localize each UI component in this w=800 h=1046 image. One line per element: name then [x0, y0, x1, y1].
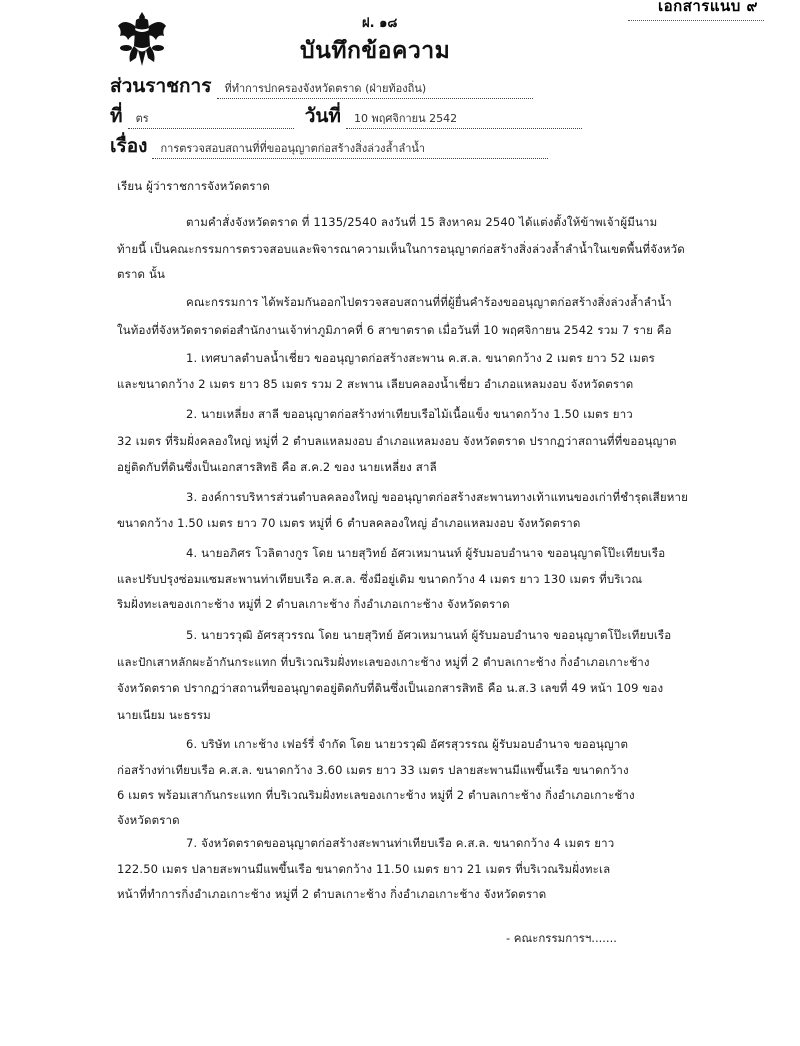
document-title: บันทึกข้อความ	[300, 38, 451, 64]
date-value: 10 พฤศจิกายน 2542	[346, 109, 582, 129]
form-number: ฝ. ๑๘	[362, 16, 398, 31]
agency-value: ที่ทำการปกครองจังหวัดตราด (ฝ่ายท้องถิ่น)	[217, 79, 533, 99]
item-6-line: 6. บริษัท เกาะช้าง เฟอร์รี่ จำกัด โดย นายวรวุฒิ อัศรสุวรรณ ผู้รับมอบอำนาจ ขออนุญาต	[186, 737, 629, 751]
item-7-line: 7. จังหวัดตราดขออนุญาตก่อสร้างสะพานท่าเทียบเรือ ค.ส.ล. ขนาดกว้าง 4 เมตร ยาว	[186, 836, 615, 850]
item-6-line: ก่อสร้างท่าเทียบเรือ ค.ส.ล. ขนาดกว้าง 3.60 เมตร ยาว 33 เมตร ปลายสะพานมีแพขึ้นเรือ ขนาดกว้าง	[117, 763, 629, 777]
salutation: เรียน ผู้ว่าราชการจังหวัดตราด	[117, 179, 270, 193]
date-label: วันที่	[304, 105, 341, 127]
item-5-line: และปักเสาหลักผะอ้ากันกระแทก ที่บริเวณริมฝั่งทะเลของเกาะช้าง หมู่ที่ 2 ตำบลเกาะช้าง กิ่งอำเภอเกาะช้าง	[117, 655, 650, 669]
item-4-line: ริมฝั่งทะเลของเกาะช้าง หมู่ที่ 2 ตำบลเกาะช้าง กิ่งอำเภอเกาะช้าง จังหวัดตราด	[117, 597, 510, 611]
item-2-line: 2. นายเหลี่ยง สาลี ขออนุญาตก่อสร้างท่าเทียบเรือไม้เนื้อแข็ง ขนาดกว้าง 1.50 เมตร ยาว	[186, 407, 633, 421]
subject-row	[110, 131, 548, 161]
agency-row	[110, 71, 533, 101]
item-7-line: หน้าที่ทำการกิ่งอำเภอเกาะช้าง หมู่ที่ 2 ตำบลเกาะช้าง กิ่งอำเภอเกาะช้าง จังหวัดตราด	[117, 887, 547, 901]
item-2-line: 32 เมตร ที่ริมฝั่งคลองใหญ่ หมู่ที่ 2 ตำบลแหลมงอบ อำเภอแหลมงอบ จังหวัดตราด ปรากฏว่าสถานที่ที่ขออนุญาต	[117, 434, 677, 448]
body-line: ตราด นั้น	[117, 267, 165, 281]
ref-label: ที่	[110, 105, 123, 127]
item-6-line: จังหวัดตราด	[117, 813, 180, 827]
item-1-line: และขนาดกว้าง 2 เมตร ยาว 85 เมตร รวม 2 สะพาน เลียบคลองน้ำเชี่ยว อำเภอแหลมงอบ จังหวัดตราด	[117, 377, 634, 391]
body-line: ตามคำสั่งจังหวัดตราด ที่ 1135/2540 ลงวันที่ 15 สิงหาคม 2540 ได้แต่งตั้งให้ข้าพเจ้าผู้มีนาม	[186, 215, 658, 229]
item-3-line: 3. องค์การบริหารส่วนตำบลคลองใหญ่ ขออนุญาตก่อสร้างสะพานทางเท้าแทนของเก่าที่ชำรุดเสียหาย	[186, 490, 688, 504]
item-5-line: นายเนียม นะธรรม	[117, 708, 211, 722]
item-6-line: 6 เมตร พร้อมเสากันกระแทก ที่บริเวณริมฝั่งทะเลของเกาะช้าง หมู่ที่ 2 ตำบลเกาะช้าง กิ่งอำเภอเกาะช้าง	[117, 788, 635, 802]
body-line: ท้ายนี้ เป็นคณะกรรมการตรวจสอบและพิจารณาความเห็นในการอนุญาตก่อสร้างสิ่งล่วงล้ำลำน้ำในเขตพื้นที่จังหวัด	[117, 242, 685, 256]
item-7-line: 122.50 เมตร ปลายสะพานมีแพขึ้นเรือ ขนาดกว้าง 11.50 เมตร ยาว 21 เมตร ที่บริเวณริมฝั่งทะเล	[117, 862, 611, 876]
continuation-note: - คณะกรรมการฯ.......	[506, 931, 617, 945]
body-line: คณะกรรมการ ได้พร้อมกันออกไปตรวจสอบสถานที่ที่ผู้ยื่นคำร้องขออนุญาตก่อสร้างสิ่งล่วงล้ำลำน้ำ	[186, 295, 672, 309]
body-line: ในท้องที่จังหวัดตราดต่อสำนักงานเจ้าท่าภูมิภาคที่ 6 สาขาตราด เมื่อวันที่ 10 พฤศจิกายน 2542 รวม 7 ราย คือ	[117, 323, 672, 337]
item-3-line: ขนาดกว้าง 1.50 เมตร ยาว 70 เมตร หมู่ที่ 6 ตำบลคลองใหญ่ อำเภอแหลมงอบ จังหวัดตราด	[117, 516, 581, 530]
garuda-emblem-icon	[114, 8, 170, 68]
item-1-line: 1. เทศบาลตำบลน้ำเชี่ยว ขออนุญาตก่อสร้างสะพาน ค.ส.ล. ขนาดกว้าง 2 เมตร ยาว 52 เมตร	[186, 351, 655, 365]
item-2-line: อยู่ติดกับที่ดินซึ่งเป็นเอกสารสิทธิ คือ ส.ค.2 ของ นายเหลี่ยง สาลี	[117, 460, 437, 474]
item-5-line: จังหวัดตราด ปรากฏว่าสถานที่ขออนุญาตอยู่ติดกับที่ดินซึ่งเป็นเอกสารสิทธิ คือ น.ส.3 เลขที่ 49 หน้า 109 ของ	[117, 681, 664, 695]
ref-date-row	[110, 101, 582, 131]
subject-value: การตรวจสอบสถานที่ที่ขออนุญาตก่อสร้างสิ่งล่วงล้ำลำน้ำ	[152, 139, 548, 159]
ref-value: ตร	[128, 109, 294, 129]
item-4-line: 4. นายอภิศร โวลิตางกูร โดย นายสุวิทย์ อัศวเหมานนท์ ผู้รับมอบอำนาจ ขออนุญาตโป๊ะเทียบเรือ	[186, 546, 666, 560]
item-4-line: และปรับปรุงซ่อมแซมสะพานท่าเทียบเรือ ค.ส.ล. ซึ่งมีอยู่เดิม ขนาดกว้าง 4 เมตร ยาว 130 เมตร ที่บริเวณ	[117, 572, 643, 586]
subject-label: เรื่อง	[110, 135, 148, 157]
annex-label: เอกสารแนบ ๙	[628, 0, 764, 21]
agency-label: ส่วนราชการ	[110, 75, 212, 97]
item-5-line: 5. นายวรวุฒิ อัศรสุวรรณ โดย นายสุวิทย์ อัศวเหมานนท์ ผู้รับมอบอำนาจ ขออนุญาตโป๊ะเทียบเรือ	[186, 628, 672, 642]
